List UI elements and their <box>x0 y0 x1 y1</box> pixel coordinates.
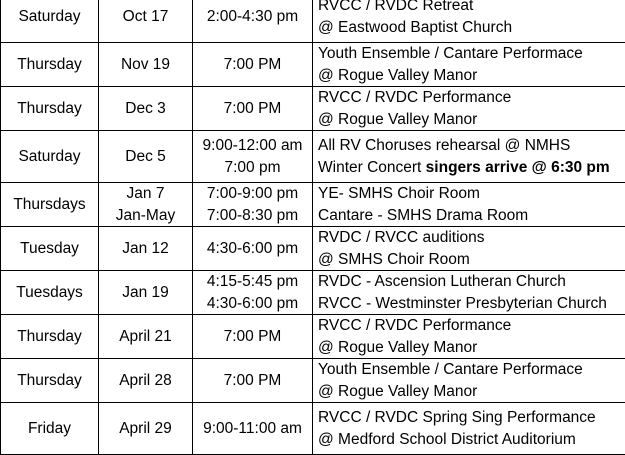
date-cell <box>99 87 193 131</box>
date-cell <box>99 315 193 359</box>
description-cell <box>313 183 625 227</box>
description-line <box>318 205 621 227</box>
description-line <box>318 359 621 381</box>
description-line <box>318 315 621 337</box>
description-cell <box>313 359 625 403</box>
date-line: Nov 19 <box>103 54 188 76</box>
description-cell <box>313 403 625 455</box>
time-line: 4:15-5:45 pm <box>197 271 308 293</box>
description-text: Youth Ensemble / Cantare Performace <box>318 45 583 62</box>
time-line: 7:00-9:00 pm <box>197 183 308 205</box>
description-emphasis: singers arrive @ 6:30 pm <box>426 159 610 176</box>
time-line: 9:00-12:00 am <box>197 135 308 157</box>
schedule-row <box>1 315 625 359</box>
schedule-row <box>1 43 625 87</box>
day-cell: Thursdays <box>1 183 99 227</box>
description-line <box>318 293 621 315</box>
time-cell <box>193 87 313 131</box>
date-line: Dec 5 <box>103 146 188 168</box>
description-text: RVDC - Ascension Lutheran Church <box>318 273 566 290</box>
description-text: RVCC / RVDC Performance <box>318 317 511 334</box>
time-cell <box>193 131 313 183</box>
date-line: Jan-May <box>103 205 188 227</box>
date-line: Oct 17 <box>103 6 188 28</box>
time-line: 4:30-6:00 pm <box>197 293 308 315</box>
date-cell <box>99 227 193 271</box>
description-text: RVCC / RVDC Performance <box>318 89 511 106</box>
description-text: RVDC / RVCC auditions <box>318 229 485 246</box>
date-cell <box>99 0 193 43</box>
date-cell <box>99 403 193 455</box>
schedule-row <box>1 403 625 455</box>
description-cell <box>313 271 625 315</box>
date-line: April 21 <box>103 326 188 348</box>
day-cell: Thursday <box>1 359 99 403</box>
date-line: Jan 12 <box>103 238 188 260</box>
time-line: 2:00-4:30 pm <box>197 6 308 28</box>
description-line <box>318 381 621 403</box>
description-line <box>318 65 621 87</box>
time-cell <box>193 315 313 359</box>
time-cell <box>193 403 313 455</box>
schedule-row <box>1 359 625 403</box>
date-cell <box>99 359 193 403</box>
description-line <box>318 109 621 131</box>
description-text: RVCC / RVDC Retreat <box>318 0 473 14</box>
day-cell: Thursday <box>1 315 99 359</box>
day-cell: Saturday <box>1 131 99 183</box>
time-cell <box>193 227 313 271</box>
description-line <box>318 271 621 293</box>
schedule-row <box>1 227 625 271</box>
schedule-body <box>1 0 625 455</box>
description-text: @ Rogue Valley Manor <box>318 111 477 128</box>
description-line <box>318 135 621 157</box>
description-line <box>318 227 621 249</box>
time-line: 4:30-6:00 pm <box>197 238 308 260</box>
schedule-row <box>1 0 625 43</box>
description-cell <box>313 315 625 359</box>
time-cell <box>193 43 313 87</box>
description-line <box>318 17 621 39</box>
description-text: Cantare - SMHS Drama Room <box>318 207 528 224</box>
description-cell <box>313 87 625 131</box>
date-line: April 29 <box>103 418 188 440</box>
day-cell: Thursday <box>1 43 99 87</box>
description-text: @ Rogue Valley Manor <box>318 67 477 84</box>
time-line: 7:00 PM <box>197 54 308 76</box>
description-line <box>318 0 621 17</box>
schedule-row <box>1 271 625 315</box>
description-text: RVCC - Westminster Presbyterian Church <box>318 295 607 312</box>
description-line <box>318 337 621 359</box>
date-line: Jan 19 <box>103 282 188 304</box>
description-line <box>318 407 621 429</box>
time-line: 7:00 PM <box>197 370 308 392</box>
time-line: 9:00-11:00 am <box>197 418 308 440</box>
description-line <box>318 429 621 451</box>
description-line <box>318 183 621 205</box>
time-cell <box>193 359 313 403</box>
description-text: YE- SMHS Choir Room <box>318 185 480 202</box>
description-line <box>318 87 621 109</box>
description-text: Youth Ensemble / Cantare Performace <box>318 361 583 378</box>
time-cell <box>193 271 313 315</box>
day-cell: Friday <box>1 403 99 455</box>
description-text: All RV Choruses rehearsal @ NMHS <box>318 137 570 154</box>
description-cell <box>313 43 625 87</box>
day-cell: Saturday <box>1 0 99 43</box>
description-cell <box>313 227 625 271</box>
time-cell <box>193 183 313 227</box>
date-line: Dec 3 <box>103 98 188 120</box>
schedule-row <box>1 183 625 227</box>
description-text: RVCC / RVDC Spring Sing Performance <box>318 409 596 426</box>
description-text: Winter Concert <box>318 159 426 176</box>
date-cell <box>99 271 193 315</box>
description-text: @ Rogue Valley Manor <box>318 339 477 356</box>
time-line: 7:00 PM <box>197 98 308 120</box>
description-cell <box>313 131 625 183</box>
description-line <box>318 157 621 179</box>
description-text: @ Eastwood Baptist Church <box>318 19 512 36</box>
time-line: 7:00 pm <box>197 157 308 179</box>
date-line: Jan 7 <box>103 183 188 205</box>
date-cell <box>99 131 193 183</box>
date-line: April 28 <box>103 370 188 392</box>
day-cell: Tuesday <box>1 227 99 271</box>
day-cell: Tuesdays <box>1 271 99 315</box>
description-line <box>318 43 621 65</box>
description-text: @ SMHS Choir Room <box>318 251 470 268</box>
description-line <box>318 249 621 271</box>
time-line: 7:00-8:30 pm <box>197 205 308 227</box>
date-cell <box>99 183 193 227</box>
description-cell <box>313 0 625 43</box>
day-cell: Thursday <box>1 87 99 131</box>
description-text: @ Rogue Valley Manor <box>318 383 477 400</box>
time-cell <box>193 0 313 43</box>
description-text: @ Medford School District Auditorium <box>318 431 576 448</box>
schedule-row <box>1 131 625 183</box>
time-line: 7:00 PM <box>197 326 308 348</box>
date-cell <box>99 43 193 87</box>
schedule-row <box>1 87 625 131</box>
